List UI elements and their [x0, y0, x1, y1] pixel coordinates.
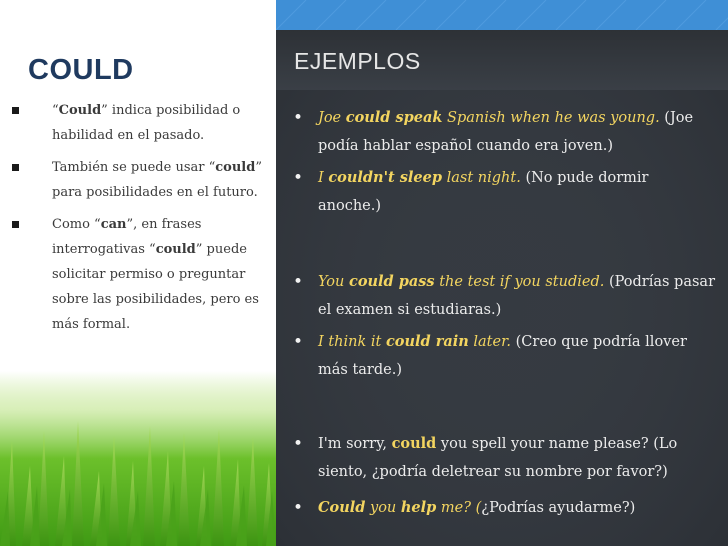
item-keyword: could	[155, 242, 196, 257]
square-bullet-icon	[12, 164, 19, 171]
example-item	[276, 164, 716, 220]
item-text-pre: “	[52, 103, 59, 118]
example-english: Spanish when he was young.	[442, 110, 660, 126]
example-english: You	[318, 274, 349, 290]
grass-decoration	[0, 371, 276, 546]
left-bullet-list	[0, 98, 266, 337]
example-verb: could rain	[385, 333, 469, 350]
example-verb: could pass	[349, 273, 435, 290]
example-item	[276, 268, 716, 324]
example-english: you	[365, 500, 401, 516]
round-bullet-icon: •	[293, 168, 304, 188]
example-english: me? (	[436, 500, 482, 516]
example-translation: (Podrías pasar el examen si estudiaras.)	[318, 274, 715, 318]
example-item	[276, 328, 716, 384]
example-verb: could speak	[345, 109, 443, 126]
item-keyword: Could	[58, 103, 102, 118]
square-bullet-icon	[12, 221, 19, 228]
item-text-post: ” puede solicitar permiso o preguntar sobre las posibilidades, pero es más formal.	[52, 242, 259, 332]
round-bullet-icon: •	[293, 332, 304, 352]
item-text-mid: ”, en frases interrogativas “	[52, 217, 202, 257]
example-verb: couldn't sleep	[328, 169, 443, 186]
stripe-pattern	[276, 0, 728, 30]
left-bullet-item	[0, 155, 266, 205]
left-title: COULD	[28, 54, 134, 86]
example-item	[276, 494, 716, 522]
example-english: I think it	[318, 334, 386, 350]
example-item	[276, 430, 716, 486]
example-translation: (Creo que podría llover más tarde.)	[318, 334, 687, 378]
example-english: Joe	[318, 110, 346, 126]
example-english: the test if you studied.	[434, 274, 605, 290]
item-text-pre: También se puede usar “	[52, 160, 216, 175]
example-verb: could	[391, 435, 437, 452]
item-keyword: can	[100, 217, 127, 232]
round-bullet-icon: •	[293, 434, 304, 454]
example-english: I	[318, 170, 329, 186]
left-panel	[0, 0, 276, 546]
item-text-pre: Como “	[52, 217, 101, 232]
example-translation: (No pude dormir anoche.)	[318, 170, 649, 214]
example-text: you spell your name please? (Lo siento, ¿podría deletrear su nombre por favor?)	[318, 436, 678, 480]
item-text-post: ” indica posibilidad o habilidad en el pasado.	[52, 103, 241, 143]
example-english: last night.	[442, 170, 521, 186]
right-panel	[276, 0, 728, 546]
item-keyword: could	[215, 160, 256, 175]
example-verb: Could	[318, 499, 366, 516]
example-english: later.	[468, 334, 512, 350]
square-bullet-icon	[12, 107, 19, 114]
left-bullet-item	[0, 212, 266, 337]
round-bullet-icon: •	[293, 108, 304, 128]
left-bullet-item	[0, 98, 266, 148]
example-text: I'm sorry,	[318, 436, 392, 452]
item-text-post: ” para posibilidades en el futuro.	[52, 160, 262, 200]
round-bullet-icon: •	[293, 272, 304, 292]
example-translation: (Joe podía hablar español cuando era joven.)	[318, 110, 694, 154]
right-title: EJEMPLOS	[294, 48, 421, 74]
example-item	[276, 104, 716, 160]
round-bullet-icon: •	[293, 498, 304, 518]
example-translation: ¿Podrías ayudarme?)	[481, 500, 636, 516]
example-verb: help	[400, 499, 437, 516]
